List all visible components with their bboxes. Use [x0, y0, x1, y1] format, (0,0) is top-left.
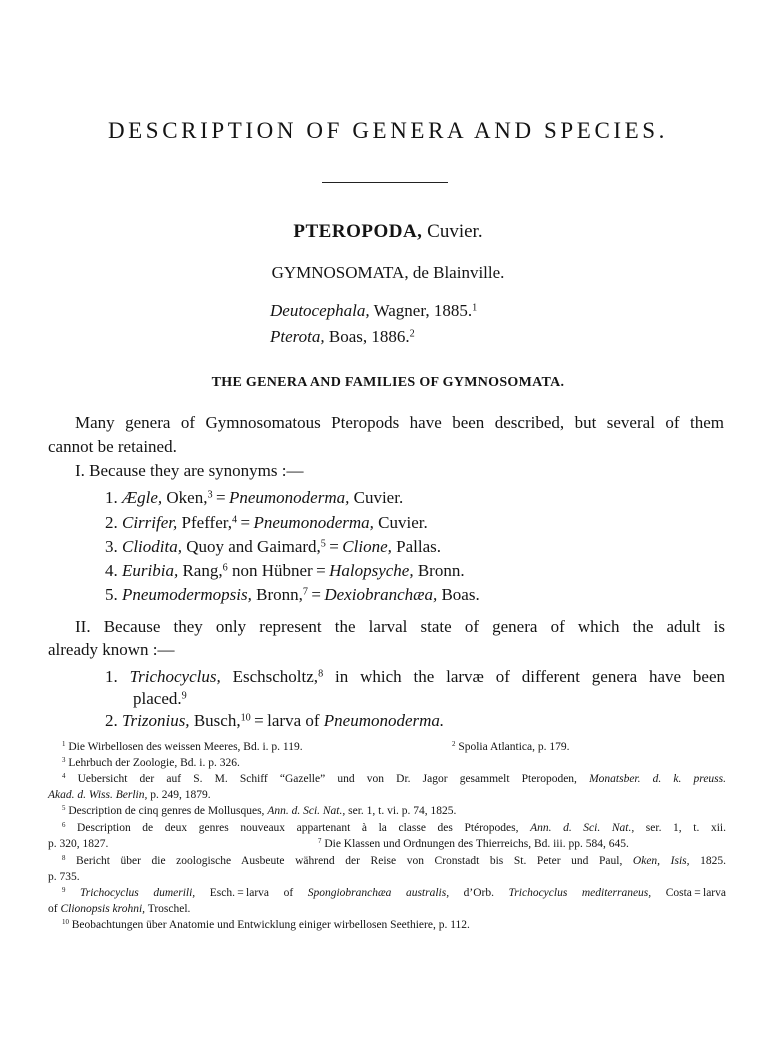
footnote-ref[interactable]: 2 — [409, 328, 415, 340]
footnote: $^5$ Description de cinq genres de Mollusques, Ann. d. Sci. Nat., ser. 1, t. vi. p. 74, 1825. — [62, 805, 457, 817]
section-heading: THE GENERA AND FAMILIES OF GYMNOSOMATA. — [211, 375, 565, 390]
footnote: $^9$ Trichocyclus dumerili, Esch. = larva of Spongiobranchæa australis, d’Orb. Trichocyclus mediterraneus, Costa = larva — [62, 887, 726, 899]
order-author: Cuvier. — [427, 221, 483, 242]
group-heading: II. Because they only represent the larval state of genera of which the adult is — [75, 617, 725, 636]
list-item: 3. Cliodita, Quoy and Gaimard,$^5$ = Clione, Pallas. — [105, 537, 441, 556]
footnote: $^6$ Description de deux genres nouveaux appartenant à la classe des Ptéropodes, Ann. d. Sci. Nat., ser. 1, t. xii. — [62, 822, 726, 834]
footnote: $^{10}$ Beobachtungen über Anatomie und Entwicklung einiger wirbellosen Seethiere, p. 112. — [62, 919, 470, 931]
suborder-heading: GYMNOSOMATA, de Blainville. — [271, 263, 505, 282]
footnote: $^8$ Bericht über die zoologische Ausbeute während der Reise von Cronstadt bis St. Peter und Paul, Oken, Isis, 1825. — [62, 855, 726, 867]
group-heading-cont: already known :— — [48, 640, 175, 659]
synonym-line: Deutocephala, Wagner, 1885.$^1$ — [270, 301, 478, 320]
footnote-ref[interactable]: 6 — [222, 562, 228, 574]
footnote-ref[interactable]: 10 — [240, 712, 251, 724]
group-heading: I. Because they are synonyms :— — [75, 461, 304, 480]
order-name: PTEROPODA, — [293, 221, 423, 242]
intro-line: cannot be retained. — [48, 437, 177, 456]
synonym-line: Pterota, Boas, 1886.$^2$ — [270, 327, 415, 346]
footnote-cont: Akad. d. Wiss. Berlin, p. 249, 1879. — [48, 789, 211, 801]
footnote: $^1$ Die Wirbellosen des weissen Meeres, Bd. i. p. 119. — [62, 741, 303, 753]
footnote-ref[interactable]: 3 — [207, 489, 213, 501]
footnote-ref[interactable]: 8 — [318, 668, 324, 680]
footnote-ref[interactable]: 7 — [302, 586, 308, 598]
footnote-cont: p. 320, 1827. — [48, 838, 109, 850]
footnote-ref[interactable]: 1 — [472, 302, 478, 314]
page-title: DESCRIPTION OF GENERA AND SPECIES. — [107, 118, 669, 143]
footnote-ref[interactable]: 4 — [231, 514, 238, 526]
footnote: $^4$ Uebersicht der auf S. M. Schiff “Gazelle” und von Dr. Jagor gesammelt Pteropoden, Monatsber. d. k. preuss. — [62, 773, 726, 785]
footnote-cont: of Clionopsis krohni, Troschel. — [48, 903, 191, 915]
list-item: 1. Trichocyclus, Eschscholtz,$^8$ in which the larvæ of different genera have been — [105, 667, 725, 686]
footnote: $^3$ Lehrbuch der Zoologie, Bd. i. p. 326. — [62, 757, 240, 769]
list-item-cont: placed.$^9$ — [133, 689, 187, 708]
title-rule — [322, 182, 448, 183]
footnote-ref[interactable]: 9 — [181, 690, 187, 702]
list-item: 1. Ægle, Oken,$^3$ = Pneumonoderma, Cuvier. — [105, 488, 404, 507]
footnote: $^2$ Spolia Atlantica, p. 179. — [452, 741, 570, 753]
footnote-ref[interactable]: 5 — [320, 538, 326, 550]
list-item: 2. Trizonius, Busch,$^{10}$ = larva of Pneumonoderma. — [105, 711, 445, 730]
intro-line: Many genera of Gymnosomatous Pteropods have been described, but several of them — [75, 413, 724, 432]
footnote: $^7$ Die Klassen und Ordnungen des Thierreichs, Bd. iii. pp. 584, 645. — [318, 838, 629, 850]
footnote-cont: p. 735. — [48, 871, 80, 883]
list-item: 5. Pneumodermopsis, Bronn,$^7$ = Dexiobranchæa, Boas. — [105, 585, 480, 604]
list-item: 2. Cirrifer, Pfeffer,$^4$ = Pneumonoderma, Cuvier. — [105, 513, 428, 532]
list-item: 4. Euribia, Rang,$^6$ non Hübner = Halopsyche, Bronn. — [105, 561, 465, 580]
order-heading — [0, 221, 776, 243]
